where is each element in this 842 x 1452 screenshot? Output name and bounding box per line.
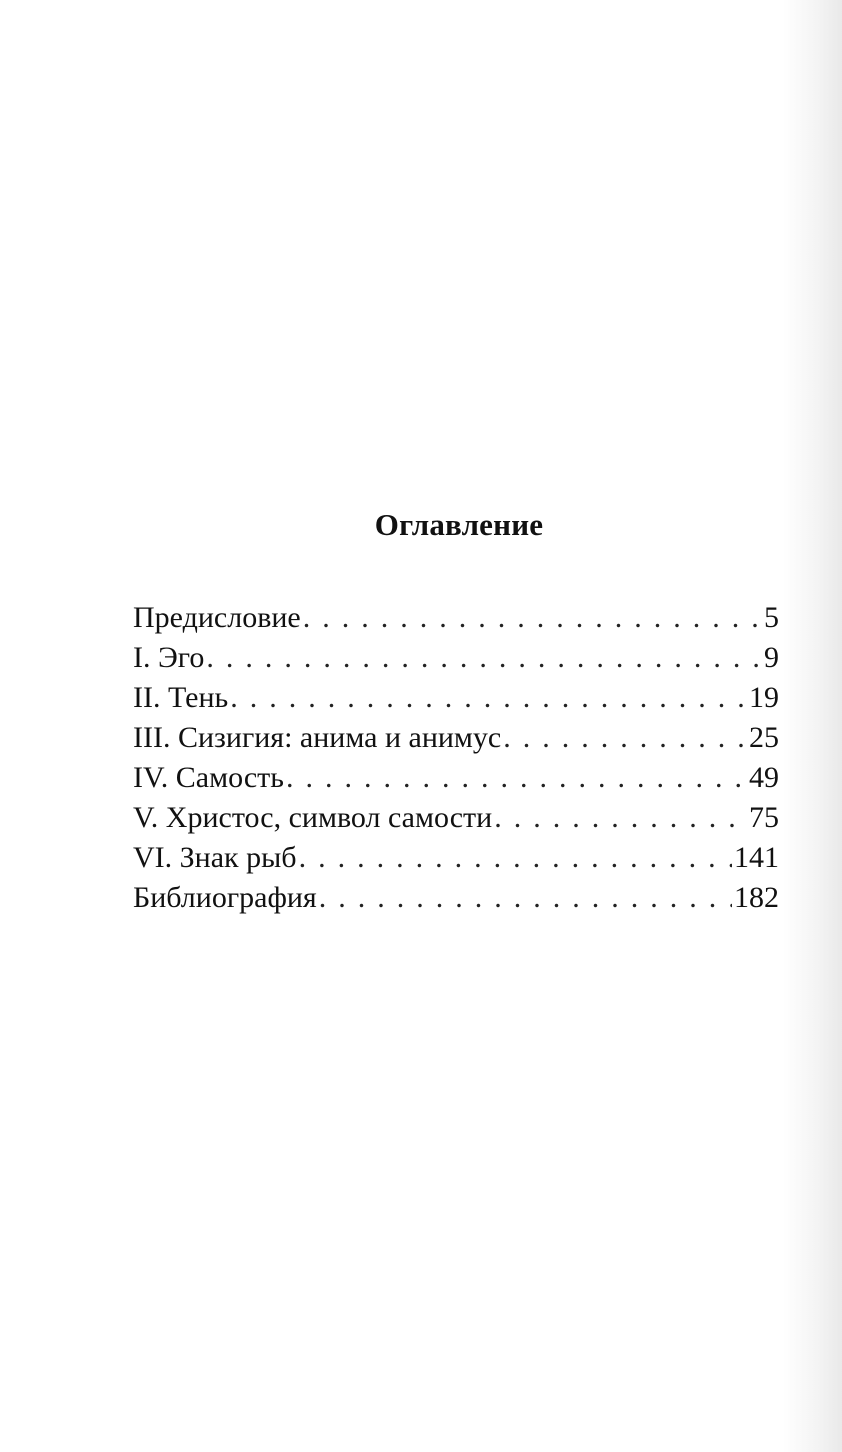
dot-leader	[494, 798, 747, 838]
toc-entry	[133, 838, 779, 878]
dot-leader	[286, 758, 747, 798]
dot-leader	[303, 598, 762, 638]
toc-entry-page: 25	[749, 721, 779, 754]
toc-entry-page: 182	[734, 881, 779, 914]
toc-entry	[133, 798, 779, 838]
toc-entry-label: V. Христос, символ самости	[133, 801, 493, 834]
toc-entry	[133, 598, 779, 638]
toc-entry-label: IV. Самость	[133, 761, 284, 794]
toc-entry	[133, 758, 779, 798]
toc-entry-label: Предисловие	[133, 601, 301, 634]
toc-entry-label: I. Эго	[133, 641, 205, 674]
toc-entry-page: 19	[749, 681, 779, 714]
dot-leader	[503, 718, 747, 758]
toc-entry-label: VI. Знак рыб	[133, 841, 297, 874]
dot-leader	[230, 678, 747, 718]
toc-title: Оглавление	[374, 507, 544, 542]
toc-entry-page: 49	[749, 761, 779, 794]
dot-leader	[299, 838, 732, 878]
toc-entry-label: III. Сизигия: анима и анимус	[133, 721, 502, 754]
toc-entry-page: 141	[734, 841, 779, 874]
toc-entry	[133, 878, 779, 918]
toc-entry-page: 75	[749, 801, 779, 834]
toc-entry	[133, 678, 779, 718]
dot-leader	[206, 638, 762, 678]
toc-entry-page: 5	[764, 601, 779, 634]
dot-leader	[319, 878, 732, 918]
toc-entry-page: 9	[764, 641, 779, 674]
toc-entry	[133, 638, 779, 678]
toc-entry	[133, 718, 779, 758]
toc-list	[133, 598, 779, 918]
toc-entry-label: Библиография	[133, 881, 317, 914]
toc-entry-label: II. Тень	[133, 681, 229, 714]
